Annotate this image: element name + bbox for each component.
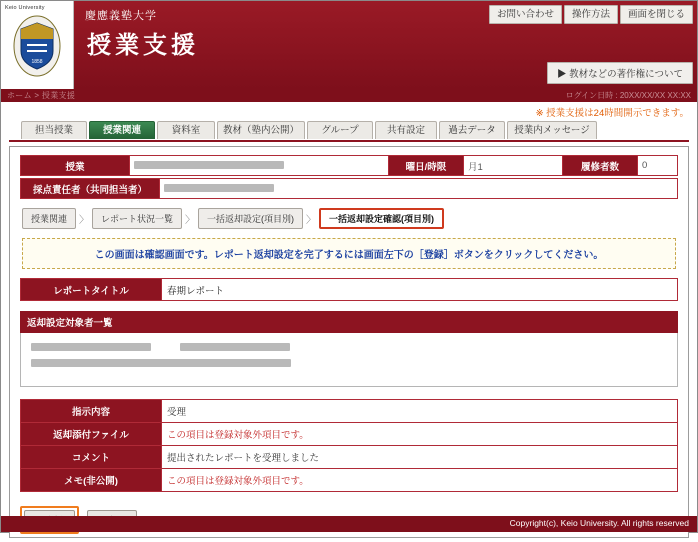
tab-class-related[interactable]: 授業関連 <box>89 121 155 139</box>
responsible-table <box>20 178 678 199</box>
tab-materials-room[interactable]: 資料室 <box>157 121 215 139</box>
tab-teaching-materials[interactable]: 教材（塾内公開） <box>217 121 305 139</box>
how-to-button[interactable]: 操作方法 <box>564 5 618 24</box>
list-item <box>31 357 667 369</box>
page-footer <box>1 516 697 532</box>
system-title: 授業支援 <box>87 32 199 59</box>
tab-group[interactable]: グループ <box>307 121 373 139</box>
confirmation-message: この画面は確認画面です。レポート返却設定を完了するには画面左下の［登録］ボタンをクリックしてください。 <box>22 238 676 269</box>
crumb-bulk-return-confirm[interactable]: 一括返却設定確認(項目別) <box>319 208 444 229</box>
table-row <box>21 279 678 301</box>
tab-past-data[interactable]: 過去データ <box>439 121 505 139</box>
footer-copyright: Copyright(c), Keio University. All rights reserved <box>509 518 689 528</box>
tab-share-settings[interactable]: 共有設定 <box>375 121 437 139</box>
crumb-separator-icon: 〉 <box>185 215 196 226</box>
notice-bar <box>1 102 697 120</box>
login-info: ログイン日時 : 20XX/XX/XX XX:XX <box>565 91 691 100</box>
crumb-bulk-return-setting[interactable]: 一括返却設定(項目別) <box>198 208 303 229</box>
field-return-attachment-value: この項目は登録対象外項目です。 <box>162 423 678 446</box>
tab-my-classes[interactable]: 担当授業 <box>21 121 87 139</box>
target-list-heading: 返却設定対象者一覧 <box>20 311 678 333</box>
settings-fields-table <box>20 399 678 492</box>
field-instruction-label: 指示内容 <box>21 400 162 423</box>
responsible-value <box>160 179 678 199</box>
class-label: 授業 <box>21 156 130 176</box>
field-return-attachment-label: 返却添付ファイル <box>21 423 162 446</box>
main-panel <box>9 146 689 538</box>
table-row <box>21 156 678 176</box>
step-breadcrumb <box>22 208 678 229</box>
field-comment-value: 提出されたレポートを受理しました <box>162 446 678 469</box>
crumb-separator-icon: 〉 <box>79 215 90 226</box>
breadcrumb: ホーム > 授業支援 <box>7 91 76 100</box>
day-period-value: 月1 <box>464 156 563 176</box>
crumb-separator-icon: 〉 <box>306 215 317 226</box>
field-memo-value: この項目は登録対象外項目です。 <box>162 469 678 492</box>
registrants-label: 履修者数 <box>563 156 638 176</box>
responsible-label: 採点責任者（共同担当者） <box>21 179 160 199</box>
report-title-value: 春期レポート <box>162 279 678 301</box>
field-memo-label: メモ(非公開) <box>21 469 162 492</box>
keio-crest-icon <box>13 15 61 77</box>
report-title-table <box>20 278 678 301</box>
close-window-button[interactable]: 画面を閉じる <box>620 5 693 24</box>
breadcrumb-strip <box>1 89 697 102</box>
day-period-label: 曜日/時限 <box>389 156 464 176</box>
university-name: 慶應義塾大学 <box>85 10 157 22</box>
main-tabbar <box>9 120 689 142</box>
class-value <box>130 156 389 176</box>
report-title-label: レポートタイトル <box>21 279 162 301</box>
tab-class-message[interactable]: 授業内メッセージ <box>507 121 597 139</box>
table-row <box>21 400 678 423</box>
class-meta-table <box>20 155 678 176</box>
svg-text:1858: 1858 <box>31 59 43 65</box>
page-header <box>1 1 697 89</box>
header-button-group <box>489 5 693 24</box>
table-row <box>21 469 678 492</box>
list-item <box>31 341 667 353</box>
crumb-class-related[interactable]: 授業関連 <box>22 208 76 229</box>
registrants-value: 0 <box>638 156 678 176</box>
field-instruction-value: 受理 <box>162 400 678 423</box>
table-row <box>21 423 678 446</box>
field-comment-label: コメント <box>21 446 162 469</box>
target-list-body <box>20 333 678 387</box>
table-row <box>21 446 678 469</box>
crumb-report-status-list[interactable]: レポート状況一覧 <box>92 208 182 229</box>
copyright-info-button[interactable]: ▶ 教材などの著作権について <box>547 62 693 84</box>
table-row <box>21 179 678 199</box>
logo-caption: Keio University <box>5 5 45 11</box>
logo-area <box>1 1 74 89</box>
notice-text: ※ 授業支援は24時間開示できます。 <box>535 108 689 119</box>
contact-button[interactable]: お問い合わせ <box>489 5 562 24</box>
